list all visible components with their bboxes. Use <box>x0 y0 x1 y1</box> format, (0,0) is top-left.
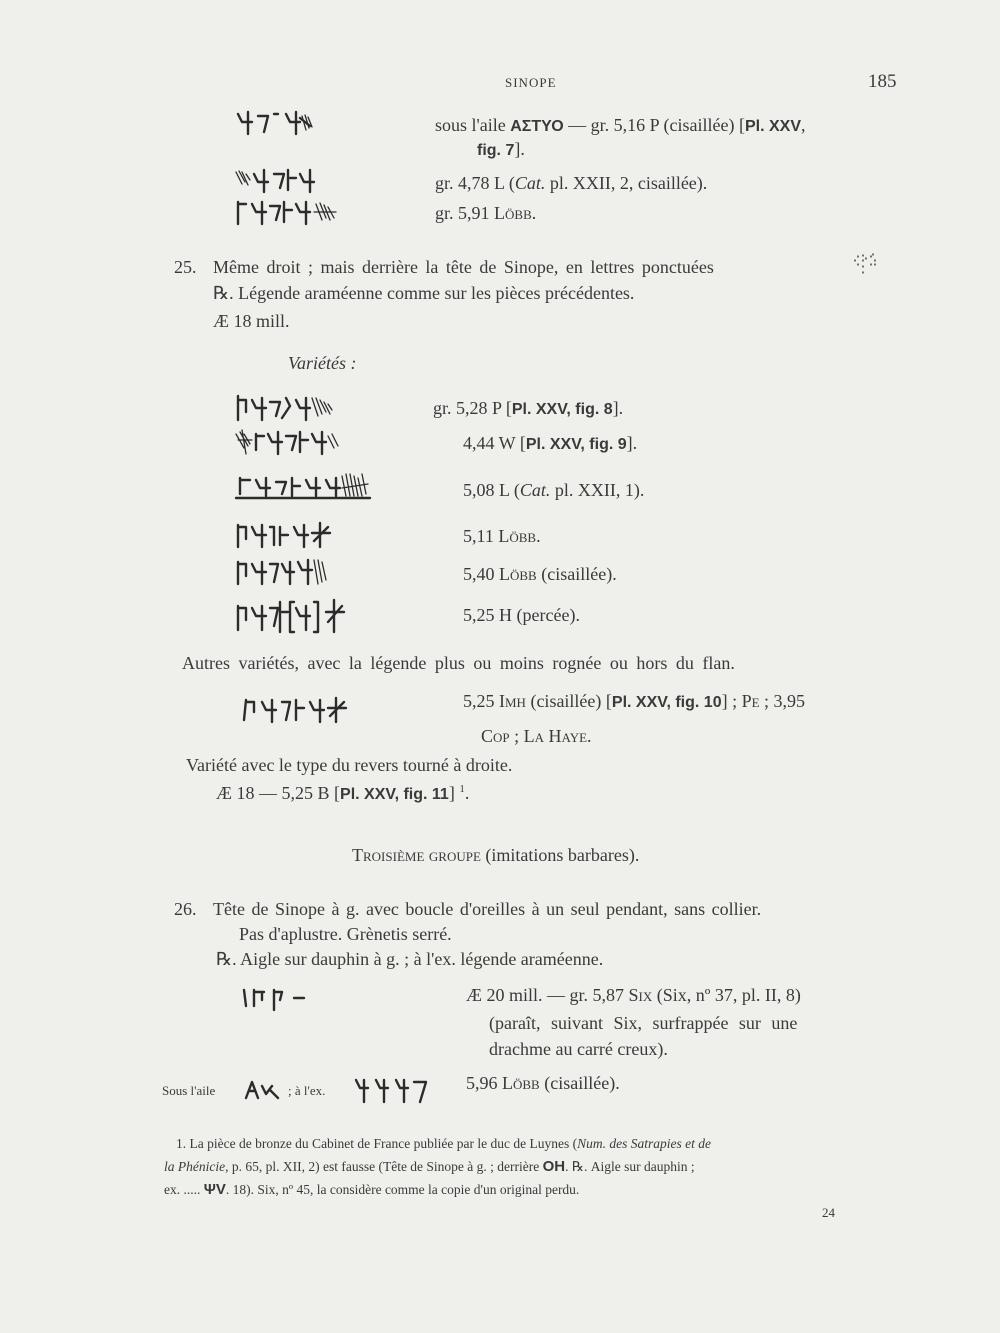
section-heading: Troisième groupe (imitations barbares). <box>352 845 640 865</box>
aramaic-legend-icon <box>234 108 314 136</box>
autres-entry-cont: Cop ; La Haye. <box>481 726 592 746</box>
variety-4: 5,11 Löbb. <box>463 526 541 546</box>
item-26-entry2: 5,96 Löbb (cisaillée). <box>466 1073 620 1093</box>
variety-2: 4,44 W [Pl. XXV, fig. 9]. <box>463 433 638 453</box>
aramaic-legend-icon <box>234 519 344 551</box>
entry-top-3: gr. 5,91 Löbb. <box>435 203 537 223</box>
varietes-heading: Variétés : <box>288 353 357 373</box>
item-26-line2: Pas d'aplustre. Grènetis serré. <box>239 924 452 944</box>
item-26-entry1-cont2: drachme au carré creux). <box>489 1039 668 1059</box>
aramaic-legend-icon <box>234 596 354 636</box>
aramaic-legend-icon <box>244 1078 284 1102</box>
aramaic-legend-icon <box>234 392 344 424</box>
variete-revers-entry: Æ 18 — 5,25 B [Pl. XXV, fig. 11] $^1$. <box>216 783 470 803</box>
a-lex-label: ; à l'ex. <box>288 1083 326 1098</box>
variety-3: 5,08 L (Cat. pl. XXII, 1). <box>463 480 645 500</box>
footnote-line-2: la Phénicie, p. 65, pl. XII, 2) est fausse (Tête de Sinope à g. ; derrière OΗ. ℞. Aigle sur dauphin ; <box>164 1158 695 1175</box>
entry-top-1-cont: fig. 7]. <box>477 139 525 159</box>
aramaic-legend-icon <box>234 470 374 504</box>
aramaic-legend-icon <box>234 166 326 194</box>
item-26-line1: Tête de Sinope à g. avec boucle d'oreilles à un seul pendant, sans collier. <box>213 899 762 919</box>
running-title: SINOPE <box>505 75 557 90</box>
autres-varietes: Autres variétés, avec la légende plus ou moins rognée ou hors du flan. <box>182 653 735 673</box>
aramaic-legend-icon <box>242 692 352 726</box>
item-26-entry1: Æ 20 mill. — gr. 5,87 Six (Six, nº 37, pl. II, 8) <box>466 985 801 1005</box>
variety-5: 5,40 Löbb (cisaillée). <box>463 564 617 584</box>
variety-1: gr. 5,28 P [Pl. XXV, fig. 8]. <box>433 398 624 418</box>
item-26-line3: ℞. Aigle sur dauphin à g. ; à l'ex. légende araméenne. <box>216 949 604 969</box>
item-26-entry1-cont: (paraît, suivant Six, surfrappée sur une <box>489 1013 798 1033</box>
variete-revers: Variété avec le type du revers tourné à droite. <box>186 755 513 775</box>
variety-6: 5,25 H (percée). <box>463 605 580 625</box>
item-25-line3: Æ 18 mill. <box>213 311 290 331</box>
aramaic-legend-icon <box>234 198 344 226</box>
aramaic-legend-icon <box>352 1076 436 1104</box>
entry-top-2: gr. 4,78 L (Cat. pl. XXII, 2, cisaillée). <box>435 173 708 193</box>
footnote-line-3: ex. ..... ΨV. 18). Six, nº 45, la considère comme la copie d'un original perdu. <box>164 1181 580 1198</box>
item-25-line1: Même droit ; mais derrière la tête de Sinope, en lettres ponctuées <box>213 257 714 277</box>
aramaic-legend-icon <box>234 426 344 458</box>
aramaic-legend-icon <box>234 556 334 588</box>
signature-mark: 24 <box>822 1205 835 1220</box>
entry-top-1: sous l'aile ΑΣΤΥΟ — gr. 5,16 P (cisaillée) [Pl. XXV, <box>435 115 806 135</box>
aramaic-legend-icon <box>240 982 320 1012</box>
item-number: 26. <box>174 899 197 919</box>
item-number: 25. <box>174 257 197 277</box>
punctuated-letters-icon <box>853 250 879 282</box>
page-number: 185 <box>868 71 897 92</box>
item-25-line2: ℞. Légende araméenne comme sur les pièces précédentes. <box>213 283 635 303</box>
autres-entry: 5,25 Imh (cisaillée) [Pl. XXV, fig. 10] ; Pe ; 3,95 <box>463 691 806 711</box>
sous-laile-label: Sous l'aile <box>162 1083 216 1098</box>
footnote-line-1: 1. La pièce de bronze du Cabinet de France publiée par le duc de Luynes (Num. des Satrapies et de <box>176 1136 711 1151</box>
